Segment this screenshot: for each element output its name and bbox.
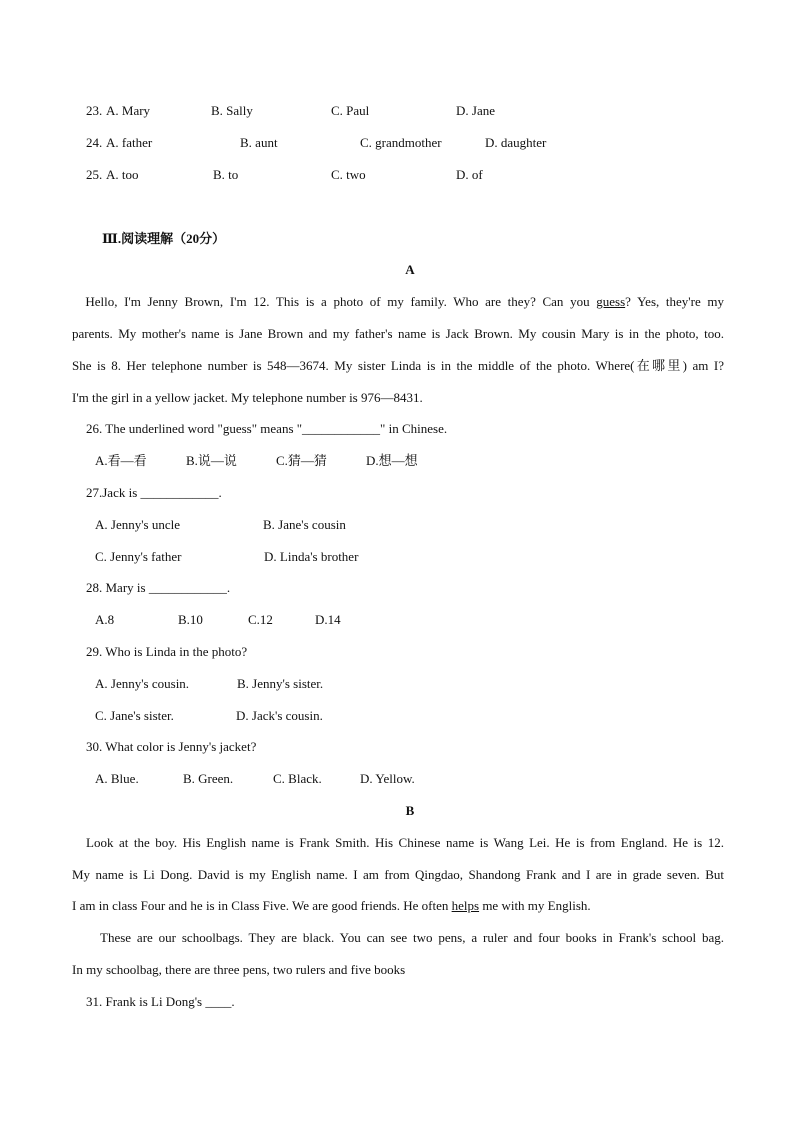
question-28: 28. Mary is ____________. [86,580,231,595]
passage-a-line-1-start: Hello, I'm Jenny Brown, I'm 12. This is a photo of my family. Who are they? Can you [85,294,597,309]
passage-a-line-4: I'm the girl in a yellow jacket. My telephone number is 976—8431. [72,390,423,405]
cloze-24-option-b: B. aunt [240,135,278,150]
question-29: 29. Who is Linda in the photo? [86,644,248,659]
question-31: 31. Frank is Li Dong's ____. [86,994,235,1009]
underlined-word-guess: guess [596,294,626,309]
q30-option-a: A. Blue. [95,771,139,786]
passage-a-label: A [405,262,415,277]
q30-option-c: C. Black. [273,771,322,786]
cloze-25-option-c: C. two [331,167,366,182]
q29-option-c: C. Jane's sister. [95,708,174,723]
q28-option-b: B.10 [178,612,203,627]
cloze-num-24: 24. [86,135,103,150]
cloze-24-option-d: D. daughter [485,135,547,150]
cloze-25-option-a: A. too [106,167,139,182]
cloze-23-option-b: B. Sally [211,103,253,118]
cloze-24-option-a: A. father [106,135,153,150]
passage-a-line-1-end: ? Yes, they're my [625,294,724,309]
q29-option-b: B. Jenny's sister. [237,676,324,691]
cloze-23-option-a: A. Mary [106,103,151,118]
q26-option-b: B.说—说 [186,453,237,468]
passage-b-line-1: Look at the boy. His English name is Frank Smith. His Chinese name is Wang Lei. He is from England. He is 12. [86,835,724,850]
question-27: 27.Jack is ____________. [86,485,222,500]
passage-b-label: B [405,803,415,818]
q27-option-d: D. Linda's brother [264,549,359,564]
passage-b-line-4: These are our schoolbags. They are black. You can see two pens, a ruler and four books in Frank's school bag. [100,930,724,945]
q27-option-b: B. Jane's cousin [263,517,346,532]
q26-option-a: A.看—看 [95,453,147,468]
q30-option-b: B. Green. [183,771,234,786]
passage-a-line-3: She is 8. Her telephone number is 548—3674. My sister Linda is in the middle of the photo. Where(在哪里) am I? [72,358,724,373]
q28-option-a: A.8 [95,612,115,627]
q26-option-d: D.想—想 [366,453,418,468]
cloze-23-option-c: C. Paul [331,103,370,118]
passage-b-line-3-start: I am in class Four and he is in Class Five. We are good friends. He often [72,898,452,913]
question-26: 26. The underlined word "guess" means "____________" in Chinese. [86,421,448,436]
passage-b-line-3 [72,898,724,914]
q26-option-c: C.猜—猜 [276,453,327,468]
q29-option-d: D. Jack's cousin. [236,708,323,723]
q29-option-a: A. Jenny's cousin. [95,676,190,691]
q28-option-d: D.14 [315,612,341,627]
cloze-24-option-c: C. grandmother [360,135,442,150]
section-title: Ⅲ.阅读理解（20分） [102,231,226,246]
q28-option-c: C.12 [248,612,273,627]
passage-a-line-1 [72,294,724,310]
question-30: 30. What color is Jenny's jacket? [86,739,257,754]
cloze-num-23: 23. [86,103,103,118]
q27-option-c: C. Jenny's father [95,549,182,564]
cloze-23-option-d: D. Jane [456,103,495,118]
cloze-25-option-b: B. to [213,167,239,182]
q30-option-d: D. Yellow. [360,771,415,786]
passage-b-line-5: In my schoolbag, there are three pens, two rulers and five books [72,962,406,977]
q27-option-a: A. Jenny's uncle [95,517,181,532]
underlined-word-helps: helps [451,898,480,913]
passage-a-line-2: parents. My mother's name is Jane Brown and my father's name is Jack Brown. My cousin Mary is in the photo, too. [72,326,724,341]
passage-b-line-2: My name is Li Dong. David is my English name. I am from Qingdao, Shandong Frank and I are in grade seven. But [72,867,724,882]
passage-b-line-3-end: me with my English. [479,898,591,913]
cloze-25-option-d: D. of [456,167,483,182]
cloze-num-25: 25. [86,167,103,182]
